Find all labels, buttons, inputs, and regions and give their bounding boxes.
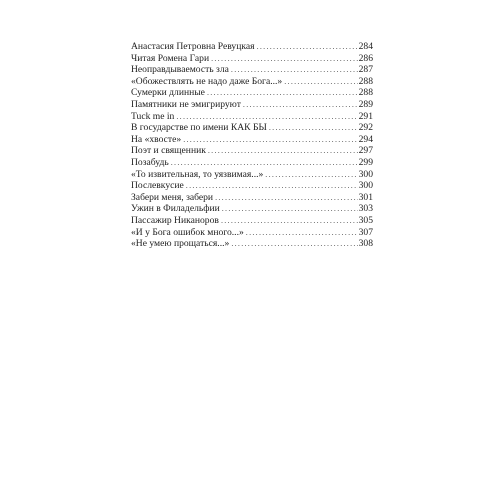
dot-leader [211, 53, 358, 65]
toc-entry [131, 99, 373, 111]
toc-entry-page: 303 [358, 203, 373, 215]
toc-entry-page: 287 [358, 64, 373, 76]
dot-leader [231, 64, 358, 76]
dot-leader [183, 134, 357, 146]
dot-leader [208, 145, 358, 157]
toc-entry-title: В государстве по имени КАК БЫ [131, 122, 267, 134]
toc-entry-title: Tuck me in [131, 110, 175, 122]
toc-entry [131, 227, 373, 239]
toc-entry [131, 64, 373, 76]
dot-leader [171, 157, 358, 169]
toc-entry-title: «Обожествлять не надо даже Бога...» [131, 75, 283, 87]
toc-entry-page: 301 [358, 191, 373, 203]
dot-leader [246, 227, 358, 239]
toc-entry-page: 291 [358, 110, 373, 122]
dot-leader [176, 111, 357, 123]
dot-leader [284, 76, 357, 88]
toc-entry [131, 180, 373, 192]
toc-entry-page: 288 [358, 87, 373, 99]
dot-leader [222, 203, 358, 215]
toc-entry [131, 238, 373, 250]
dot-leader [231, 238, 357, 250]
toc-entry-page: 292 [358, 122, 373, 134]
toc-entry-title: Пассажир Никаноров [131, 214, 219, 226]
dot-leader [269, 122, 358, 134]
toc-entry-page: 284 [358, 41, 373, 52]
toc-entry-page: 299 [358, 156, 373, 168]
toc-entry-title: Неоправдываемость зла [131, 64, 229, 76]
toc-entry-title: Позабудь [131, 156, 169, 168]
toc-entry-title: Сумерки длинные [131, 87, 205, 99]
toc-entry [131, 41, 373, 53]
toc-entry-title: «И у Бога ошибок много...» [131, 226, 244, 238]
toc-entry [131, 53, 373, 65]
dot-leader [186, 180, 358, 192]
toc-entry [131, 169, 373, 181]
toc-entry-page: 297 [358, 145, 373, 157]
toc-entry-page: 305 [358, 214, 373, 226]
toc-entry-page: 294 [358, 133, 373, 145]
toc-entry-page: 308 [358, 238, 373, 250]
toc-entry [131, 203, 373, 215]
table-of-contents [131, 41, 373, 250]
toc-entry-title: Памятники не эмигрируют [131, 98, 241, 110]
toc-entry-title: «То извительная, то уязвимая...» [131, 168, 264, 180]
toc-entry-page: 307 [358, 226, 373, 238]
dot-leader [215, 192, 358, 204]
toc-entry [131, 122, 373, 134]
toc-entry-title: «Не умею прощаться...» [131, 238, 230, 250]
dot-leader [221, 215, 358, 227]
toc-entry [131, 192, 373, 204]
toc-entry-title: Ужин в Филадельфии [131, 203, 220, 215]
toc-entry [131, 134, 373, 146]
toc-entry [131, 145, 373, 157]
toc-entry [131, 76, 373, 88]
toc-entry [131, 87, 373, 99]
toc-entry-title: Читая Ромена Гари [131, 52, 210, 64]
toc-entry-page: 286 [358, 52, 373, 64]
dot-leader [243, 99, 358, 111]
dot-leader [265, 169, 357, 181]
toc-entry-page: 288 [358, 75, 373, 87]
toc-entry-title: Анастасия Петровна Ревуцкая [131, 41, 255, 52]
dot-leader [257, 41, 358, 53]
toc-entry-title: Послевкусие [131, 180, 184, 192]
toc-entry-page: 289 [358, 98, 373, 110]
toc-entry-title: Забери меня, забери [131, 191, 214, 203]
toc-entry [131, 157, 373, 169]
toc-entry [131, 215, 373, 227]
toc-entry-page: 300 [358, 168, 373, 180]
dot-leader [207, 87, 358, 99]
toc-entry-title: Поэт и священник [131, 145, 206, 157]
toc-entry [131, 111, 373, 123]
toc-entry-title: На «хвосте» [131, 133, 182, 145]
toc-entry-page: 300 [358, 180, 373, 192]
